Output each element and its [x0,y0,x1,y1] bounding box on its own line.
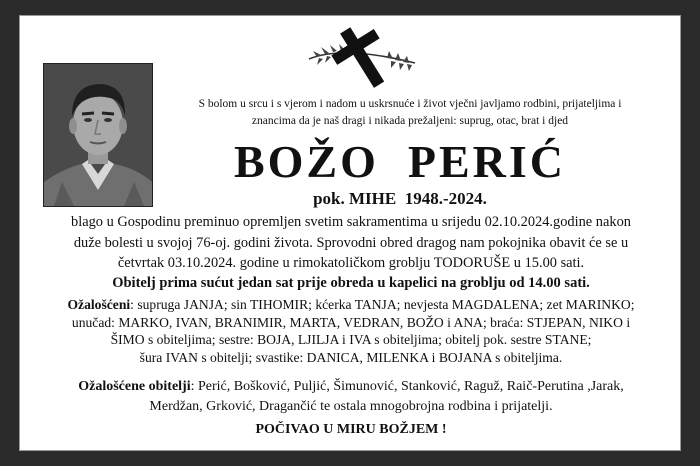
mourners-label: Ožalošćeni [67,297,131,312]
portrait-photo [43,63,153,207]
closing-prayer: POČIVAO U MIRU BOŽJEM ! [255,422,447,437]
mourners-line-2: unučad: MARKO, IVAN, BRANIMIR, MARTA, VEDRAN, BOŽO i ANA; braća: STJEPAN, NIKO i [71,314,631,330]
intro-text [170,96,650,130]
intro-line-1: S bolom u srcu i s vjerom i nadom u uskrsnuće i život vječni javljamo rodbini, prijateljima i [198,98,622,110]
announcement-line-3: četvrtak 03.10.2024. godine u rimokatoličkom groblju TODORUŠE u 15.00 sati. [117,255,585,271]
announcement-line-2: duže bolesti u svojoj 76-oj. godini života. Sprovodni obred dragog nam pokojnika obavit će se u [73,234,629,251]
cross-icon [303,23,421,89]
announcement-line-1: blago u Gospodinu preminuo opremljen svetim sakramentima u srijedu 02.10.2024.godine nakon [71,214,631,230]
condolence-note: Obitelj prima sućut jedan sat prije obreda u kapelici na groblju od 14.00 sati. [112,275,590,291]
obituary-card [19,15,681,451]
announcement-text [30,212,672,274]
mourners-line-3: ŠIMO s obiteljima; sestre: BOJA, LJILJA i IVA s obiteljima; obitelj pok. sestre STANE; [110,332,592,347]
mourners-list [30,296,672,366]
families-label: Ožalošćene obitelji [78,379,191,394]
families-list [30,377,672,416]
father-and-years: pok. MIHE 1948.-2024. [313,189,487,208]
mourners-line-4: šura IVAN s obitelji; svastike: DANICA, MILENKA i BOJANA s obiteljima. [139,349,563,365]
mourners-line-1: : supruga JANJA; sin TIHOMIR; kćerka TANJA; nevjesta MAGDALENA; zet MARINKO; [130,297,635,312]
intro-line-2: znancima da je naš dragi i nikada prežaljeni: suprug, otac, brat i djed [251,115,569,127]
families-line-1: : Perić, Bošković, Puljić, Šimunović, Stanković, Raguž, Raič-Perutina ,Jarak, [190,379,624,394]
families-line-2: Merdžan, Grković, Dragančić te ostala mnogobrojna rodbina i prijatelji. [149,398,553,414]
deceased-name: BOŽO PERIĆ [233,136,567,187]
